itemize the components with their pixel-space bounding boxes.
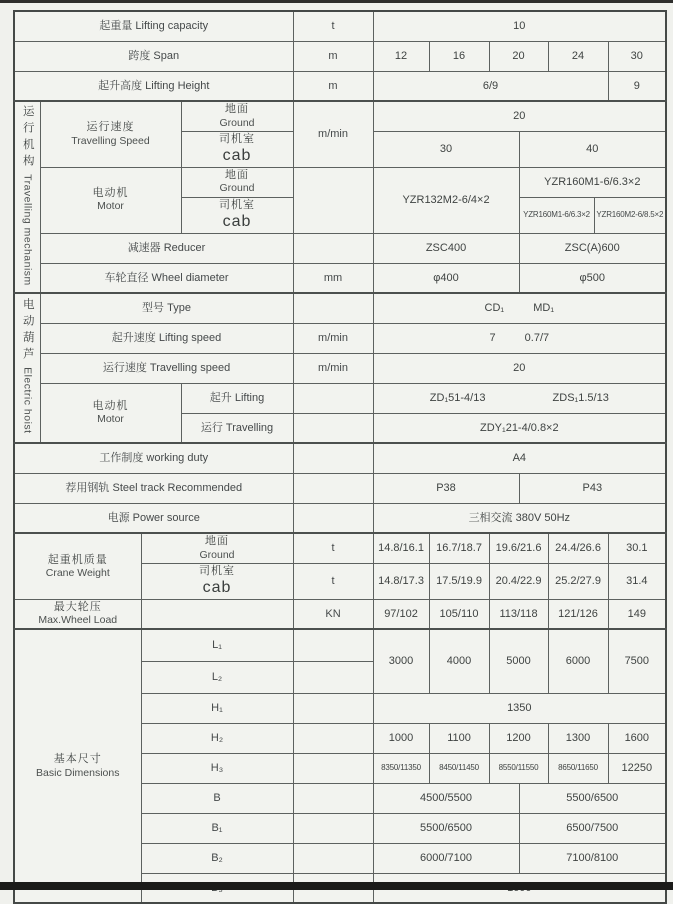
dim-b1-right: 6500/7500 [519, 813, 666, 843]
cab-en: cab [202, 578, 232, 596]
power-source-unit-empty [293, 503, 373, 533]
mech-motor-unit-empty [293, 167, 373, 233]
hoist-motor-lifting-sublabel: 起升 Lifting [181, 383, 293, 413]
max-wheel-load-2: 105/110 [429, 599, 489, 629]
crane-weight-ground-4: 24.4/26.6 [548, 533, 608, 563]
electric-hoist-vertical-label [20, 298, 35, 434]
steel-track-right-value: P43 [519, 473, 666, 503]
dim-b-left: 4500/5500 [373, 783, 519, 813]
mech-motor-left-value: YZR132M2-6/4×2 [373, 167, 519, 233]
row-wheel-diameter [14, 263, 666, 293]
max-wheel-load-zh: 最大轮压 [53, 601, 102, 614]
cab-en: cab [222, 212, 252, 230]
span-value-16: 16 [429, 41, 489, 71]
dim-h3-1: 8350/11350 [373, 753, 429, 783]
travel-speed-unit: m/min [293, 101, 373, 167]
crane-weight-ground-3: 19.6/21.6 [489, 533, 548, 563]
dim-b-label: B [141, 783, 293, 813]
travelling-mechanism-vertical-label [20, 105, 35, 286]
row-mech-motor-ground [14, 167, 666, 197]
hoist-motor-travelling-value: ZDY₁21-4/0.8×2 [373, 413, 666, 443]
reducer-unit-empty [293, 233, 373, 263]
wheel-diameter-left-value: φ400 [373, 263, 519, 293]
hoist-travel-speed-label: 运行速度 Travelling speed [40, 353, 293, 383]
row-reducer [14, 233, 666, 263]
crane-weight-label [14, 533, 141, 599]
wheel-diameter-unit: mm [293, 263, 373, 293]
dim-h2-label: H₂ [141, 723, 293, 753]
dim-b1-left: 5500/6500 [373, 813, 519, 843]
ground-en: Ground [219, 182, 255, 195]
hoist-type-value [373, 293, 666, 323]
dim-h1-label: H₁ [141, 693, 293, 723]
hoist-motor-travelling-sublabel: 运行 Travelling [181, 413, 293, 443]
crane-weight-cab-unit: t [293, 563, 373, 599]
hoist-type-unit-empty [293, 293, 373, 323]
dim-h2-4: 1300 [548, 723, 608, 753]
dim-h1-unit-empty [293, 693, 373, 723]
crane-weight-ground-unit: t [293, 533, 373, 563]
travel-speed-label [40, 101, 181, 167]
dim-b2-unit-empty [293, 843, 373, 873]
crane-weight-cab-2: 17.5/19.9 [429, 563, 489, 599]
dim-b2-right: 7100/8100 [519, 843, 666, 873]
hoist-travel-speed-unit: m/min [293, 353, 373, 383]
hoist-type-v2: MD₁ [533, 302, 555, 315]
crane-weight-cab-4: 25.2/27.9 [548, 563, 608, 599]
max-wheel-load-4: 121/126 [548, 599, 608, 629]
crane-weight-en: Crane Weight [45, 566, 110, 579]
row-span [14, 41, 666, 71]
travel-speed-en: Travelling Speed [71, 134, 150, 147]
hoist-lifting-speed-unit: m/min [293, 323, 373, 353]
electric-hoist-en: Electric hoist [21, 367, 34, 434]
hoist-type-v1: CD₁ [484, 302, 505, 315]
wheel-diameter-label: 车轮直径 Wheel diameter [40, 263, 293, 293]
ground-zh: 地面 [225, 169, 249, 182]
ground-en: Ground [219, 116, 255, 129]
dim-h3-2: 8450/11450 [429, 753, 489, 783]
row-lifting-height [14, 71, 666, 101]
crane-weight-cab-1: 14.8/17.3 [373, 563, 429, 599]
dim-h3-unit-empty [293, 753, 373, 783]
dim-h3-4: 8650/11650 [548, 753, 608, 783]
dim-h2-3: 1200 [489, 723, 548, 753]
power-source-value: 三相交流 380V 50Hz [373, 503, 666, 533]
row-hoist-motor-lifting [14, 383, 666, 413]
hoist-motor-zh: 电动机 [92, 399, 129, 412]
dim-h1-value: 1350 [373, 693, 666, 723]
dim-h2-unit-empty [293, 723, 373, 753]
hoist-lifting-speed-label: 起升速度 Lifting speed [40, 323, 293, 353]
dim-h3-label: H₃ [141, 753, 293, 783]
crane-weight-ground-1: 14.8/16.1 [373, 533, 429, 563]
hoist-lifting-speed-value [373, 323, 666, 353]
dim-l-2: 4000 [429, 629, 489, 693]
max-wheel-load-unit: KN [293, 599, 373, 629]
travel-speed-cab-right: 40 [519, 131, 666, 167]
lifting-height-label: 起升高度 Lifting Height [14, 71, 293, 101]
crane-weight-cab-sublabel [141, 563, 293, 599]
mech-motor-cab-sublabel [181, 197, 293, 233]
row-crane-weight-ground [14, 533, 666, 563]
max-wheel-load-label [14, 599, 141, 629]
dim-l1-unit-empty [293, 629, 373, 661]
hoist-motor-lifting-v2: ZDS₁1.5/13 [552, 392, 609, 405]
dim-b2-left: 6000/7100 [373, 843, 519, 873]
lifting-capacity-value: 10 [373, 11, 666, 41]
dim-b2-label: B₂ [141, 843, 293, 873]
dim-l1-label: L₁ [141, 629, 293, 661]
travelling-mechanism-zh: 运行机构 [21, 104, 34, 171]
hoist-type-label: 型号 Type [40, 293, 293, 323]
dim-h2-5: 1600 [608, 723, 666, 753]
reducer-label: 减速器 Reducer [40, 233, 293, 263]
max-wheel-load-sublabel-empty [141, 599, 293, 629]
hoist-motor-en: Motor [97, 413, 124, 426]
max-wheel-load-1: 97/102 [373, 599, 429, 629]
dim-l2-unit-empty [293, 661, 373, 693]
hoist-motor-lifting-unit-empty [293, 383, 373, 413]
dim-h2-2: 1100 [429, 723, 489, 753]
ground-en: Ground [199, 548, 235, 561]
ground-zh: 地面 [225, 103, 249, 116]
steel-track-label: 荐用钢轨 Steel track Recommended [14, 473, 293, 503]
hoist-travel-speed-value: 20 [373, 353, 666, 383]
section-electric-hoist [14, 293, 40, 443]
span-value-12: 12 [373, 41, 429, 71]
dim-b-right: 5500/6500 [519, 783, 666, 813]
row-working-duty [14, 443, 666, 473]
cab-zh: 司机室 [219, 198, 255, 211]
crane-weight-cab-3: 20.4/22.9 [489, 563, 548, 599]
lifting-capacity-label: 起重量 Lifting capacity [14, 11, 293, 41]
lifting-capacity-unit: t [293, 11, 373, 41]
lifting-height-last: 9 [608, 71, 666, 101]
cab-zh: 司机室 [199, 564, 235, 577]
crane-weight-ground-sublabel [141, 533, 293, 563]
reducer-left-value: ZSC400 [373, 233, 519, 263]
hoist-motor-travelling-unit-empty [293, 413, 373, 443]
max-wheel-load-3: 113/118 [489, 599, 548, 629]
crane-weight-ground-5: 30.1 [608, 533, 666, 563]
electric-hoist-zh: 电动葫芦 [21, 298, 34, 365]
mech-motor-en: Motor [97, 200, 124, 213]
cab-en: cab [222, 146, 252, 164]
dim-h3-5: 12250 [608, 753, 666, 783]
dim-l-4: 6000 [548, 629, 608, 693]
row-dim-l1 [14, 629, 666, 661]
row-hoist-travel-speed [14, 353, 666, 383]
travel-speed-ground-value: 20 [373, 101, 666, 131]
crane-weight-cab-5: 31.4 [608, 563, 666, 599]
row-hoist-type [14, 293, 666, 323]
section-travelling-mechanism [14, 101, 40, 293]
hoist-motor-label [40, 383, 181, 443]
mech-motor-ground-sublabel [181, 167, 293, 197]
cab-zh: 司机室 [219, 132, 255, 145]
crane-spec-table [13, 10, 667, 904]
travel-speed-cab-left: 30 [373, 131, 519, 167]
wheel-diameter-right-value: φ500 [519, 263, 666, 293]
row-steel-track [14, 473, 666, 503]
power-source-label: 电源 Power source [14, 503, 293, 533]
travel-speed-cab-sublabel [181, 131, 293, 167]
steel-track-left-value: P38 [373, 473, 519, 503]
mech-motor-label [40, 167, 181, 233]
basic-dimensions-zh: 基本尺寸 [53, 753, 102, 766]
scan-top-edge [0, 0, 673, 3]
working-duty-value: A4 [373, 443, 666, 473]
lifting-height-main: 6/9 [373, 71, 608, 101]
working-duty-unit-empty [293, 443, 373, 473]
dim-b1-unit-empty [293, 813, 373, 843]
dim-l-1: 3000 [373, 629, 429, 693]
crane-weight-ground-2: 16.7/18.7 [429, 533, 489, 563]
mech-motor-right-bottom-left: YZR160M1-6/6.3×2 [519, 197, 594, 233]
lifting-height-unit: m [293, 71, 373, 101]
mech-motor-zh: 电动机 [92, 187, 129, 200]
row-travel-speed-ground [14, 101, 666, 131]
dim-l-5: 7500 [608, 629, 666, 693]
dim-h3-3: 8550/11550 [489, 753, 548, 783]
mech-motor-right-bottom-right: YZR160M2-6/8.5×2 [594, 197, 666, 233]
hoist-motor-lifting-value [373, 383, 666, 413]
mech-motor-right-top-value: YZR160M1-6/6.3×2 [519, 167, 666, 197]
row-lifting-capacity [14, 11, 666, 41]
span-label: 跨度 Span [14, 41, 293, 71]
hoist-lifting-speed-v1: 7 [489, 332, 496, 345]
crane-weight-zh: 起重机质量 [47, 553, 108, 566]
max-wheel-load-5: 149 [608, 599, 666, 629]
basic-dimensions-en: Basic Dimensions [36, 766, 120, 779]
dim-b1-label: B₁ [141, 813, 293, 843]
scan-bottom-edge [0, 882, 673, 890]
hoist-lifting-speed-v2: 0.7/7 [524, 332, 550, 345]
dim-l-3: 5000 [489, 629, 548, 693]
span-unit: m [293, 41, 373, 71]
section-basic-dimensions [14, 629, 141, 903]
dim-b-unit-empty [293, 783, 373, 813]
travelling-mechanism-en: Travelling mechanism [21, 173, 34, 286]
dim-h2-1: 1000 [373, 723, 429, 753]
reducer-right-value: ZSC(A)600 [519, 233, 666, 263]
travel-speed-zh: 运行速度 [86, 121, 135, 134]
steel-track-unit-empty [293, 473, 373, 503]
travel-speed-ground-sublabel [181, 101, 293, 131]
max-wheel-load-en: Max.Wheel Load [38, 614, 118, 627]
working-duty-label: 工作制度 working duty [14, 443, 293, 473]
span-value-24: 24 [548, 41, 608, 71]
hoist-motor-lifting-v1: ZD₁51-4/13 [429, 392, 486, 405]
dim-l2-label: L₂ [141, 661, 293, 693]
span-value-20: 20 [489, 41, 548, 71]
span-value-30: 30 [608, 41, 666, 71]
row-power-source [14, 503, 666, 533]
row-max-wheel-load [14, 599, 666, 629]
row-hoist-lifting-speed [14, 323, 666, 353]
ground-zh: 地面 [205, 535, 229, 548]
